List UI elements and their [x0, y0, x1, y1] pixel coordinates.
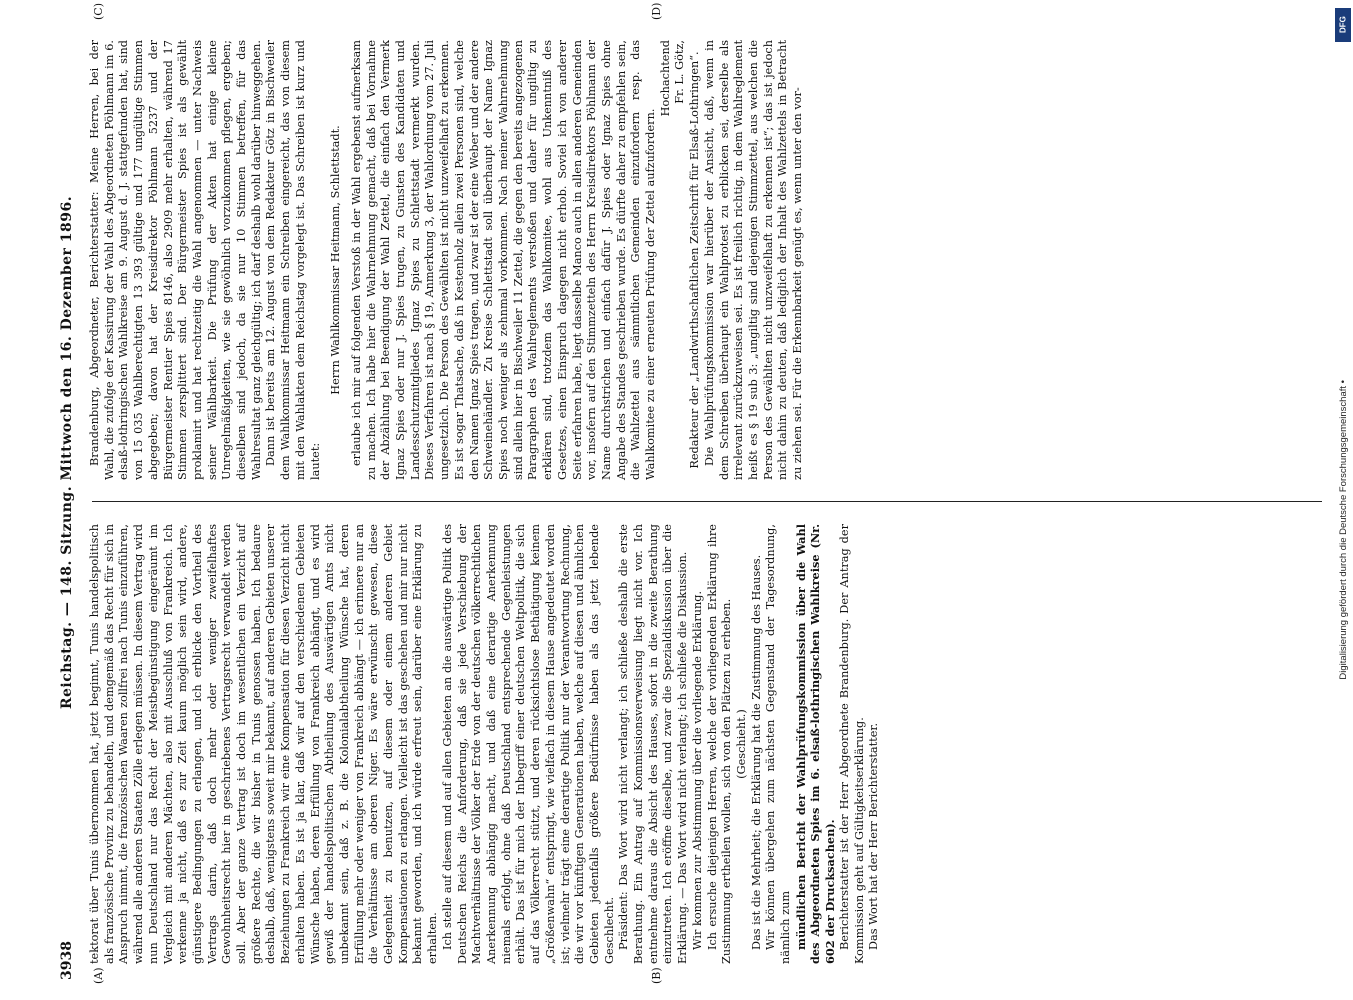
paragraph: Das Wort hat der Herr Berichterstatter.: [867, 722, 881, 950]
paragraph: Wir können übergehen zum nächsten Gegenstand der Tagesordnung, nämlich zum: [764, 524, 793, 964]
margin-mark-d: (D): [650, 2, 663, 20]
margin-mark-a: (A): [92, 967, 105, 984]
page-number: 3938: [59, 941, 75, 980]
running-title: Reichstag. — 148. Sitzung. Mittwoch den 16. Dezember 1896.: [59, 195, 75, 710]
dfg-logo: [1335, 8, 1351, 42]
letter-signature: Fr. L. Götz,: [673, 40, 687, 104]
paragraph: erlaube ich mir auf folgenden Verstoß in der Wahl ergebenst aufmerksam zu machen. Ich habe hier die Wahrnehmung gemacht, daß bei Vornahme der Abzählung bei Beendigung der Wahl Zettel, die einfach den Vermerk Ignaz Spies oder nur J. Spies trugen, zu Gunsten des Kandidaten und Landesschutzmitgliedes Ignaz Spies zu Schlettstadt vermerkt wurden. Dieses Verfahren ist nach § 19, Anmerkung 3, der Wahlordnung vom 27. Juli ungesetzlich. Die Person des Gewählten ist nicht unzweifelhaft zu erkennen. Es ist sogar Thatsache, daß in Kestenholz allein zwei Personen sind, welche den Namen Ignaz Spies tragen, und zwar ist der eine Weber und der andere Schweinehändler. Zu Kreise Schlettstadt soll überhaupt der Name Ignaz Spies noch weniger als zehnmal vorkommen. Nach meiner Wahrnehmung sind allein hier in Bischweiler 11 Zettel, die gegen den bereits angezogenen Paragraphen des Wahlreglements verstoßen und daher für ungiltig zu erklären sind, trotzdem das Wahlkomitee, wohl aus Unkenntniß des Gesetzes, einen Einspruch dagegen nicht erhob. Soviel ich von anderer Seite erfahren habe, liegt dasselbe Manco auch in allen anderen Gemeinden vor, insofern auf den Stimmzetteln des Herrn Kreisdirektors Pöhlmann der Name durchstrichen und einfach dafür J. Spies oder Ignaz Spies ohne Angabe des Standes geschrieben wurde. Es dürfte daher zu empfehlen sein, die Wahlzettel aus sämmtlichen Gemeinden einzufordern resp. das Wahlkomitee zu einer erneuten Prüfung der Zettel aufzufordern.: [349, 40, 658, 480]
right-column: [88, 40, 806, 480]
paragraph: Wir kommen zur Abstimmung über die vorliegende Erklärung.: [690, 590, 704, 950]
stage-direction: (Geschieht.): [734, 709, 748, 779]
letter-address: Herrn Wahlkommissar Heitmann, Schlettstadt.: [329, 125, 343, 395]
paragraph: Präsident: Das Wort wird nicht verlangt; ich schließe deshalb die erste Berathung. Ein Antrag auf Kommissionsverweisung liegt nicht vor. Ich entnehme daraus die Absicht des Hauses, sofort in die zweite Berathung einzutreten. Ich eröffne dieselbe, und zwar die Spezialdiskussion über die Erklärung. — Das Wort wird nicht verlangt; ich schließe die Diskussion.: [617, 524, 690, 964]
page-header: [52, 20, 82, 980]
left-column: [88, 524, 882, 964]
paragraph: Ich stelle auf diesem und auf allen Gebieten an die auswärtige Politik des Deutschen Reichs die Anforderung, daß sie jede Verschiebung der Machtverhältnisse der Völker der Erde von der deutschen völkerrechtlichen Anerkennung abhängig macht, und daß eine derartige Anerkennung niemals erfolgt, ohne daß Deutschland entsprechende Gegenleistungen erhält. Das ist für mich der Inbegriff einer deutschen Weltpolitik, die sich auf das Völkerrecht stützt, und deren rücksichtslose Bethätigung keinem „Größenwahn“ entspringt, wie vielfach in diesem Hause angedeutet worden ist; vielmehr trägt eine derartige Politik nur der Verantwortung Rechnung, die wir vor künftigen Generationen haben, welche auf diesen und ähnlichen Gebieten jedenfalls größere Bedürfnisse haben als das jetzt lebende Geschlecht.: [440, 524, 616, 964]
paragraph: Brandenburg, Abgeordneter, Berichterstatter: Meine Herren, bei der Wahl, die zufolge der Kassirung der Wahl des Abgeordneten Pöhlmann im 6. elsaß-lothringischen Wahlkreise am 9. August d. J. stattgefunden hat, sind von 15 035 Wahlberechtigten 13 393 gültige und 177 ungültige Stimmen abgegeben; davon hat der Kreisdirektor Pöhlmann 5237 und der Bürgermeister Rentier Spies 8146, also 2909 mehr erhalten, während 17 Stimmen zersplittert sind. Der Bürgermeister Spies ist als gewählt proklamirt und hat rechtzeitig die Wahl angenommen — unter Nachweis seiner Wählbarkeit. Die Prüfung der Akten hat einige kleine Unregelmäßigkeiten, wie sie gewöhnlich vorzukommen pflegen, ergeben; dieselben sind jedoch, da sie nur 10 Stimmen betreffen, für das Wahlresultat ganz gleichgültig; ich darf deshalb wohl darüber hinweggehen.: [88, 40, 263, 480]
paragraph: Berichterstatter ist der Herr Abgeordnete Brandenburg. Der Antrag der Kommission geht auf Gültigkeitserklärung.: [837, 524, 866, 964]
dfg-logo-text: DFG: [1338, 16, 1348, 34]
column-divider: [92, 501, 1322, 502]
letter-closing: Hochachtend: [658, 40, 672, 117]
paragraph: tektorat über Tunis übernommen hat, jetzt beginnt, Tunis handelspolitisch als französische Provinz zu behandeln, und demgemäß das Recht für sich in Anspruch nimmt, die französischen Waaren zollfrei nach Tunis einzuführen, während alle anderen Staaten Zölle erlegen müssen. In diesem Vertrag wird nun Deutschland nur das Recht der Meistbegünstigung eingeräumt im Vergleich mit anderen Mächten, also mit Ausschluß von Frankreich. Ich verkenne ja nicht, daß es zur Zeit kaum möglich sein wird, andere, günstigere Bedingungen zu erlangen, und ich erblicke den Vortheil des Vertrags darin, daß doch mehr oder weniger zweifelhaftes Gewohnheitsrecht hier in geschriebenes Vertragsrecht verwandelt werden soll. Aber der ganze Vertrag ist doch im wesentlichen ein Verzicht auf größere Rechte, die wir bisher in Tunis genossen haben. Ich bedaure deshalb, daß, wenigstens soweit mir bekannt, auf anderen Gebieten unserer Beziehungen zu Frankreich wir eine Kompensation für diesen Verzicht nicht erhalten haben. Es ist ja klar, daß wir auf den verschiedenen Gebieten Wünsche haben, deren Erfüllung von Frankreich abhängt, und es wird gewiß der handelspolitischen Abtheilung des Auswärtigen Amts nicht unbekannt sein, daß z. B. die Kolonialabtheilung Wünsche hat, deren Erfüllung mehr oder weniger von Frankreich abhängt — ich erinnere nur an die Verhältnisse am oberen Niger. Es wäre erwünscht gewesen, diese Gelegenheit zu benutzen, auf diesem oder einem anderen Gebiet Kompensationen zu erlangen. Vielleicht ist das geschehen und mir nur nicht bekannt geworden, und ich würde erfreut sein, darüber eine Erklärung zu erhalten.: [88, 524, 440, 964]
agenda-item: mündlichen Bericht der Wahlprüfungskommission über die Wahl des Abgeordneten Spies im 6. elsaß-lothringischen Wahlkreise (Nr. 602 der Drucksachen).: [793, 524, 838, 964]
paragraph: Dann ist bereits am 12. August von dem Redakteur Götz in Bischweiler dem Wahlkommissar Heitmann ein Schreiben eingereicht, das von diesem mit den Wahlakten dem Reichstag vorgelegt ist. Das Schreiben ist kurz und lautet:: [264, 40, 322, 480]
letter-signatory-title: Redakteur der „Landwirthschaftlichen Zeitschrift für Elsaß-Lothringen“.: [688, 51, 702, 469]
margin-mark-c: (C): [92, 3, 105, 20]
digitization-credit: Digitalisierung gefördert durch die Deutsche Forschungsgemeinschaft •: [1338, 380, 1349, 680]
paragraph: Die Wahlprüfungskommission war hierüber der Ansicht, daß, wenn in dem Schreiben überhaupt ein Wahlprotest zu erblicken sei, derselbe als irrelevant zurückzuweisen sei. Es ist freilich richtig, in dem Wahlreglement heißt es § 19 sub 3: „ungiltig sind diejenigen Stimmzettel, aus welchen die Person des Gewählten nicht unzweifelhaft zu erkennen ist“; das ist jedoch nicht dahin zu deuten, daß lediglich der Inhalt des Wahlzettels in Betracht zu ziehen sei. Für die Erkennbarkeit genügt es, wenn unter den vor-: [702, 40, 805, 480]
paragraph: Das ist die Mehrheit; die Erklärung hat die Zustimmung des Hauses.: [749, 554, 763, 950]
margin-mark-b: (B): [650, 967, 663, 984]
paragraph: Ich ersuche diejenigen Herren, welche der vorliegenden Erklärung ihre Zustimmung ertheilen wollen, sich von den Plätzen zu erheben.: [705, 524, 734, 964]
